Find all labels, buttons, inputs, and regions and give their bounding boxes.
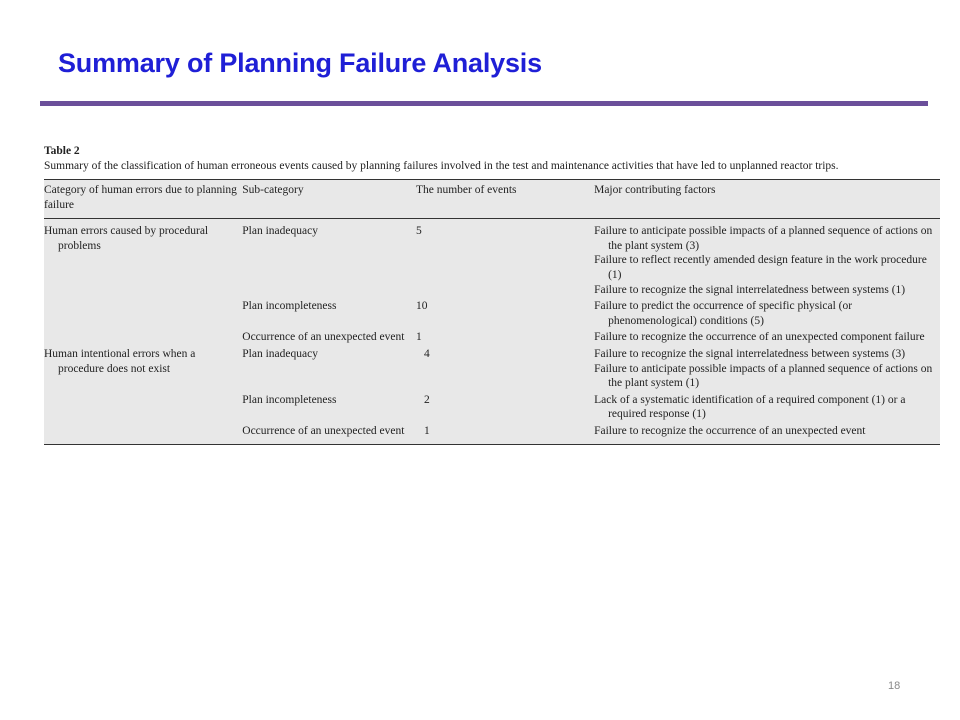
- factor-item: Failure to recognize the occurrence of an unexpected event: [594, 424, 866, 437]
- header-category: Category of human errors due to planning failure: [44, 180, 242, 219]
- table-caption: Summary of the classification of human erroneous events caused by planning failures involved in the test and maintenance activities that have led to unplanned reactor trips.: [44, 160, 839, 172]
- table-figure: [44, 144, 940, 445]
- factor-item: Failure to recognize the signal interrelatedness between systems (1): [594, 283, 906, 296]
- subcategory-cell: Occurrence of an unexpected event: [242, 424, 405, 437]
- factor-item: Failure to reflect recently amended design feature in the work procedure (1): [594, 254, 927, 281]
- subcategory-cell: Plan inadequacy: [242, 225, 318, 238]
- factor-item: Failure to recognize the signal interrelatedness between systems (3): [594, 347, 906, 360]
- factors-cell: [594, 328, 940, 345]
- page-number: 18: [888, 680, 901, 692]
- factors-cell: [594, 422, 940, 444]
- subcategory-cell: Plan incompleteness: [242, 300, 337, 313]
- event-count-cell: 5: [415, 225, 422, 238]
- event-count-cell: 10: [415, 300, 428, 313]
- factors-cell: [594, 345, 940, 391]
- header-subcategory: Sub-category: [242, 180, 416, 219]
- slide-title: Summary of Planning Failure Analysis: [58, 48, 542, 78]
- factors-cell: [594, 391, 940, 422]
- header-contributing-factors: Major contributing factors: [594, 180, 940, 219]
- table-row: [44, 345, 940, 391]
- factor-item: Failure to recognize the occurrence of an unexpected component failure: [594, 331, 925, 344]
- table-row: [44, 219, 940, 297]
- table-header-row: [44, 180, 940, 219]
- table-container: [44, 179, 940, 445]
- factors-cell: [594, 297, 940, 328]
- category-cell: Human errors caused by procedural problems: [44, 225, 209, 252]
- subcategory-cell: Occurrence of an unexpected event: [242, 331, 405, 344]
- factor-item: Failure to anticipate possible impacts of a planned sequence of actions on the plant system (1): [594, 362, 933, 390]
- title-divider: [40, 101, 928, 106]
- factor-item: Lack of a systematic identification of a required component (1) or a required response (1): [594, 393, 906, 421]
- event-count-cell: 1: [423, 424, 430, 437]
- category-cell: Human intentional errors when a procedure does not exist: [44, 347, 196, 375]
- table-label: Table 2: [44, 145, 80, 157]
- header-event-count: The number of events: [416, 180, 594, 219]
- factor-item: Failure to predict the occurrence of specific physical (or phenomenological) conditions (5): [594, 300, 853, 327]
- subcategory-cell: Plan inadequacy: [242, 347, 318, 360]
- factors-cell: [594, 219, 940, 297]
- classification-table: [44, 180, 940, 444]
- event-count-cell: 1: [415, 331, 422, 344]
- subcategory-cell: Plan incompleteness: [242, 393, 337, 406]
- event-count-cell: 4: [423, 347, 430, 360]
- event-count-cell: 2: [423, 393, 430, 406]
- factor-item: Failure to anticipate possible impacts of a planned sequence of actions on the plant system (3): [594, 225, 933, 252]
